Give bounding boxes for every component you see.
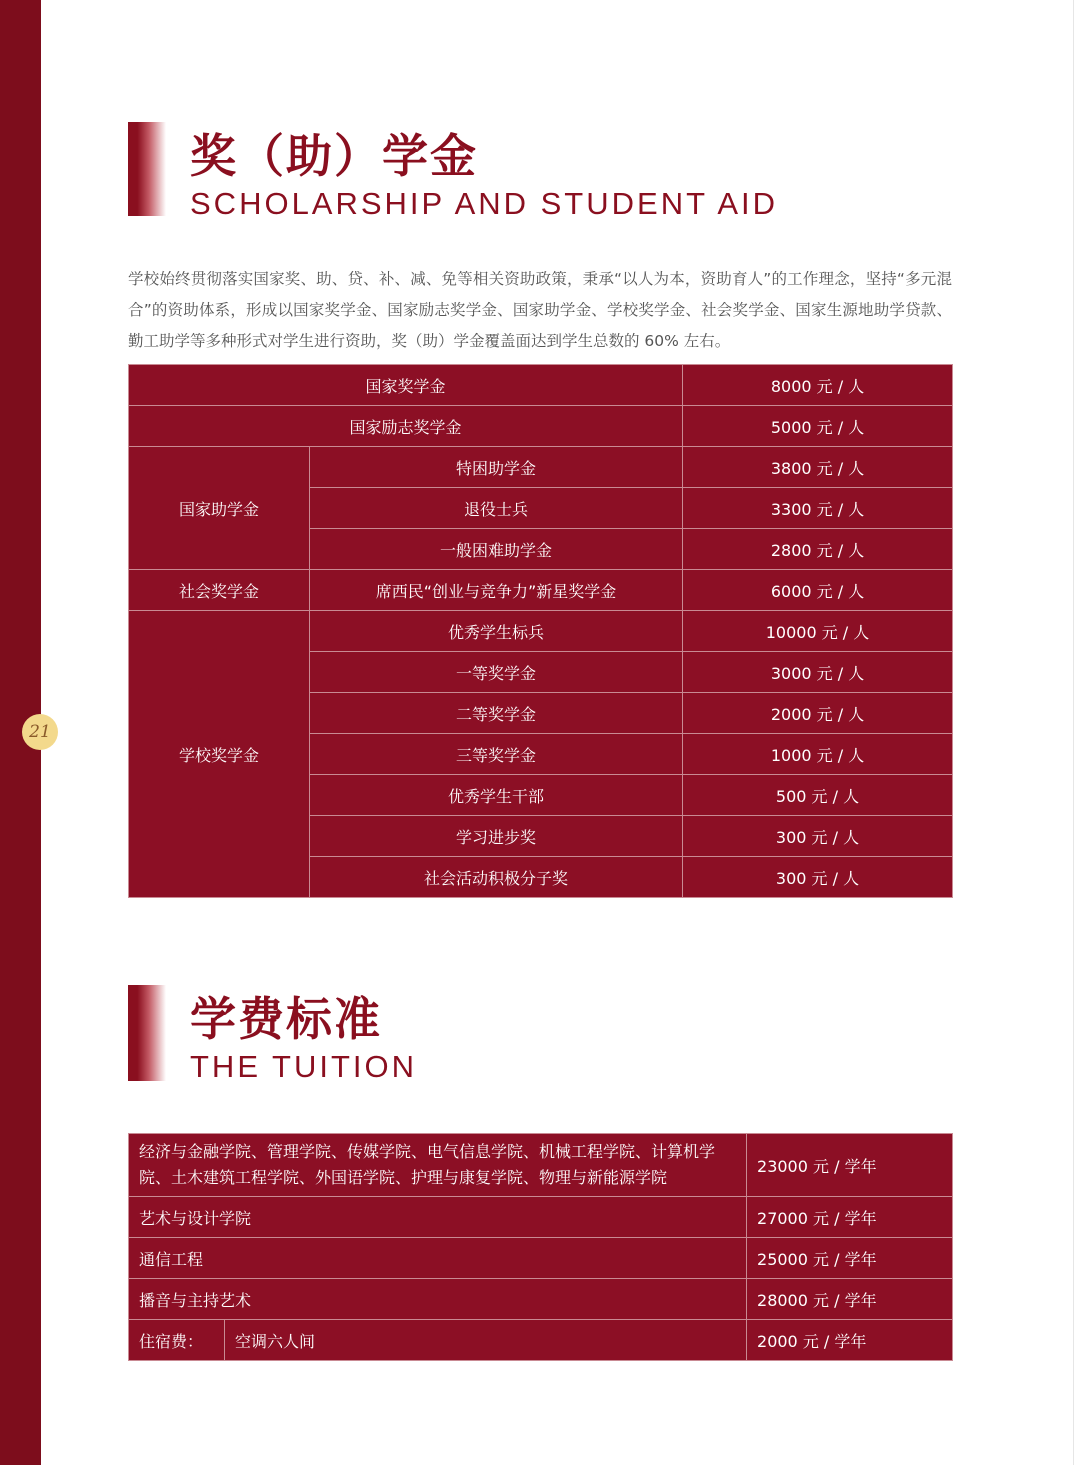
scholarship-amount: 3000 元 / 人 [683, 652, 953, 693]
scholarship-category: 学校奖学金 [129, 611, 310, 898]
scholarship-amount: 300 元 / 人 [683, 857, 953, 898]
table-row [129, 406, 953, 447]
table-row [129, 570, 953, 611]
scholarship-item: 二等奖学金 [310, 693, 683, 734]
scholarship-amount: 3800 元 / 人 [683, 447, 953, 488]
scholarship-item: 一等奖学金 [310, 652, 683, 693]
scholarship-item: 优秀学生干部 [310, 775, 683, 816]
table-row [129, 1197, 953, 1238]
scholarship-amount: 2000 元 / 人 [683, 693, 953, 734]
scholarship-item: 学习进步奖 [310, 816, 683, 857]
header-accent-bar [128, 122, 166, 216]
scholarship-amount: 500 元 / 人 [683, 775, 953, 816]
tuition-program: 艺术与设计学院 [129, 1197, 747, 1238]
table-row [129, 1134, 953, 1197]
scholarship-amount: 1000 元 / 人 [683, 734, 953, 775]
table-row [129, 611, 953, 652]
scholarship-item: 特困助学金 [310, 447, 683, 488]
scholarship-item: 席西民“创业与竞争力”新星奖学金 [310, 570, 683, 611]
tuition-program: 播音与主持艺术 [129, 1279, 747, 1320]
tuition-title-en: THE TUITION [190, 1049, 418, 1084]
scholarship-intro-paragraph: 学校始终贯彻落实国家奖、助、贷、补、减、免等相关资助政策，秉承“以人为本，资助育人”的工作理念，坚持“多元混合”的资助体系，形成以国家奖学金、国家励志奖学金、国家助学金、学校奖学金、社会奖学金、国家生源地助学贷款、勤工助学等多种形式对学生进行资助，奖（助）学金覆盖面达到学生总数的 60% 左右。 [128, 270, 952, 350]
table-row [129, 1320, 953, 1361]
scholarship-name: 国家奖学金 [129, 365, 683, 406]
scholarship-category: 社会奖学金 [129, 570, 310, 611]
lodging-type: 空调六人间 [225, 1320, 747, 1361]
table-row [129, 1279, 953, 1320]
scholarship-name: 国家励志奖学金 [129, 406, 683, 447]
tuition-amount: 25000 元 / 学年 [747, 1238, 953, 1279]
tuition-title-cn: 学费标准 [190, 992, 382, 1046]
tuition-program: 经济与金融学院、管理学院、传媒学院、电气信息学院、机械工程学院、计算机学院、土木建筑工程学院、外国语学院、护理与康复学院、物理与新能源学院 [129, 1134, 747, 1197]
scholarship-amount: 2800 元 / 人 [683, 529, 953, 570]
scholarship-amount: 5000 元 / 人 [683, 406, 953, 447]
scholarship-title-cn: 奖（助）学金 [190, 129, 478, 183]
right-edge-line [1073, 0, 1074, 1465]
scholarship-amount: 10000 元 / 人 [683, 611, 953, 652]
header-accent-bar [128, 985, 166, 1081]
scholarship-item: 一般困难助学金 [310, 529, 683, 570]
tuition-amount: 27000 元 / 学年 [747, 1197, 953, 1238]
page-number-badge: 21 [22, 714, 58, 750]
scholarship-title-en: SCHOLARSHIP AND STUDENT AID [190, 186, 779, 221]
scholarship-amount: 8000 元 / 人 [683, 365, 953, 406]
scholarship-item: 三等奖学金 [310, 734, 683, 775]
lodging-label: 住宿费： [129, 1320, 225, 1361]
tuition-amount: 28000 元 / 学年 [747, 1279, 953, 1320]
scholarship-category: 国家助学金 [129, 447, 310, 570]
scholarship-table [128, 364, 953, 898]
tuition-program: 通信工程 [129, 1238, 747, 1279]
lodging-amount: 2000 元 / 学年 [747, 1320, 953, 1361]
scholarship-item: 优秀学生标兵 [310, 611, 683, 652]
tuition-table [128, 1133, 953, 1361]
tuition-amount: 23000 元 / 学年 [747, 1134, 953, 1197]
scholarship-amount: 300 元 / 人 [683, 816, 953, 857]
table-row [129, 1238, 953, 1279]
scholarship-item: 退役士兵 [310, 488, 683, 529]
scholarship-amount: 6000 元 / 人 [683, 570, 953, 611]
scholarship-item: 社会活动积极分子奖 [310, 857, 683, 898]
scholarship-amount: 3300 元 / 人 [683, 488, 953, 529]
table-row [129, 365, 953, 406]
table-row [129, 447, 953, 488]
